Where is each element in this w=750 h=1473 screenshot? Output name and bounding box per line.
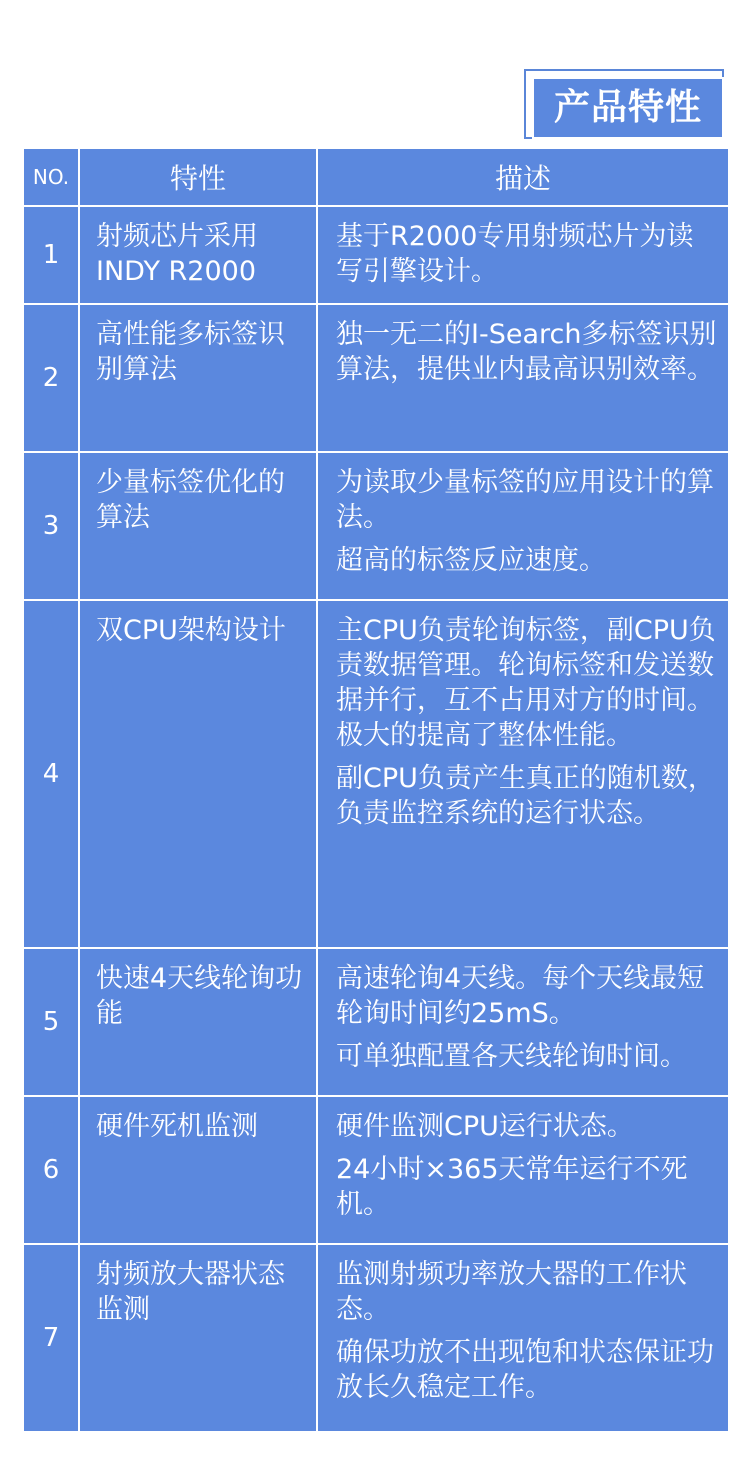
description-paragraph: 超高的标签反应速度。 — [336, 545, 606, 576]
table-row — [23, 1244, 729, 1432]
description-paragraph: 监测射频功率放大器的工作状态。 — [336, 1259, 687, 1325]
table-row — [23, 1096, 729, 1244]
table-row — [23, 206, 729, 304]
table-row — [23, 452, 729, 600]
row-number: 1 — [23, 206, 79, 304]
description-paragraph: 24小时×365天常年运行不死机。 — [336, 1154, 688, 1220]
description-paragraph: 主CPU负责轮询标签，副CPU负责数据管理。轮询标签和发送数据并行，互不占用对方的时间。极大的提高了整体性能。 — [336, 615, 716, 751]
feature-cell: 快速4天线轮询功能 — [79, 948, 317, 1096]
description-paragraph: 可单独配置各天线轮询时间。 — [336, 1041, 687, 1072]
feature-cell: 高性能多标签识别算法 — [79, 304, 317, 452]
table-row — [23, 948, 729, 1096]
table-row — [23, 600, 729, 948]
feature-cell: 射频放大器状态监测 — [79, 1244, 317, 1432]
features-table — [22, 147, 730, 1433]
row-number: 5 — [23, 948, 79, 1096]
feature-cell: 少量标签优化的算法 — [79, 452, 317, 600]
row-number: 2 — [23, 304, 79, 452]
description-paragraph: 独一无二的I-Search多标签识别算法，提供业内最高识别效率。 — [336, 319, 717, 385]
section-title: 产品特性 — [532, 77, 724, 139]
description-paragraph: 确保功放不出现饱和状态保证功放长久稳定工作。 — [336, 1337, 714, 1403]
row-number: 4 — [23, 600, 79, 948]
row-number: 6 — [23, 1096, 79, 1244]
description-cell — [317, 600, 729, 948]
description-cell — [317, 206, 729, 304]
table-header-row — [23, 148, 729, 206]
header-no: NO. — [23, 148, 79, 206]
description-cell — [317, 1096, 729, 1244]
header-description: 描述 — [317, 148, 729, 206]
description-cell — [317, 452, 729, 600]
description-paragraph: 为读取少量标签的应用设计的算法。 — [336, 467, 714, 533]
row-number: 7 — [23, 1244, 79, 1432]
description-cell — [317, 1244, 729, 1432]
section-title-badge — [524, 69, 724, 139]
description-paragraph: 基于R2000专用射频芯片为读写引擎设计。 — [336, 221, 694, 287]
header-feature: 特性 — [79, 148, 317, 206]
description-paragraph: 硬件监测CPU运行状态。 — [336, 1111, 634, 1142]
description-cell — [317, 304, 729, 452]
table-row — [23, 304, 729, 452]
feature-cell: 双CPU架构设计 — [79, 600, 317, 948]
feature-cell: 射频芯片采用INDY R2000 — [79, 206, 317, 304]
row-number: 3 — [23, 452, 79, 600]
description-paragraph: 副CPU负责产生真正的随机数，负责监控系统的运行状态。 — [336, 763, 715, 829]
feature-cell: 硬件死机监测 — [79, 1096, 317, 1244]
description-paragraph: 高速轮询4天线。每个天线最短轮询时间约25mS。 — [336, 963, 705, 1029]
description-cell — [317, 948, 729, 1096]
